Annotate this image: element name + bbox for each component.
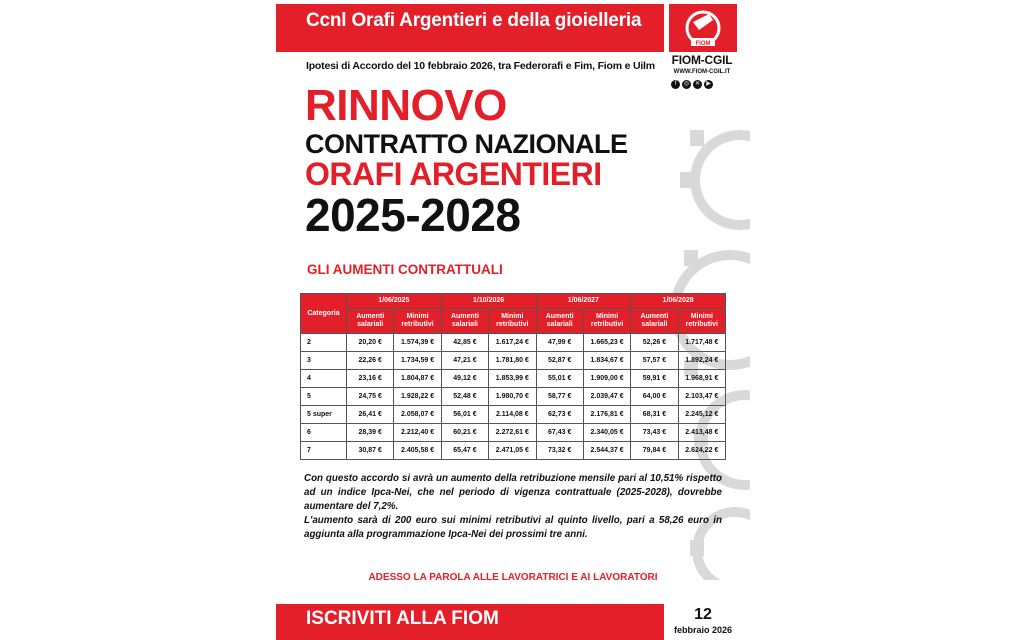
flyer [276, 0, 750, 640]
increase-cell: 52,48 € [441, 388, 488, 406]
logo-url[interactable]: WWW.FIOM-CGIL.IT [673, 69, 731, 75]
increase-cell: 62,73 € [536, 406, 583, 424]
increase-cell: 22,26 € [347, 352, 394, 370]
section-title: GLI AUMENTI CONTRATTUALI [307, 262, 503, 277]
increase-cell: 55,01 € [536, 370, 583, 388]
logo-title: FIOM-CGIL [671, 53, 733, 67]
category-cell: 2 [301, 334, 347, 352]
body-paragraph-2: L'aumento sarà di 200 euro sui minimi retributivi al quinto livello, pari a 58,26 euro in aggiunta alla programmazione Ipca-Nei dei prossimi tre anni. [304, 515, 722, 540]
minimum-cell: 2.405,58 € [394, 442, 441, 460]
increase-cell: 20,20 € [347, 334, 394, 352]
minimum-cell: 2.058,07 € [394, 406, 441, 424]
table-row [301, 424, 726, 442]
increase-cell: 68,31 € [631, 406, 678, 424]
increase-cell: 57,57 € [631, 352, 678, 370]
sub-header: Minimi retributivi [583, 309, 630, 334]
fiom-logo [669, 4, 737, 52]
increase-cell: 42,85 € [441, 334, 488, 352]
headline-orafi: ORAFI ARGENTIERI [305, 156, 602, 192]
minimum-cell: 2.245,12 € [678, 406, 725, 424]
increase-cell: 56,01 € [441, 406, 488, 424]
instagram-icon[interactable]: ◎ [683, 81, 690, 87]
agreement-subtitle: Ipotesi di Accordo del 10 febbraio 2026, tra Federorafi e Fim, Fiom e Uilm [306, 60, 655, 72]
table-row [301, 406, 726, 424]
date-header: 1/10/2026 [441, 294, 536, 309]
category-cell: 7 [301, 442, 347, 460]
minimum-cell: 2.624,22 € [678, 442, 725, 460]
increase-cell: 23,16 € [347, 370, 394, 388]
table-row [301, 334, 726, 352]
minimum-cell: 1.804,87 € [394, 370, 441, 388]
minimum-cell: 2.340,05 € [583, 424, 630, 442]
youtube-icon[interactable]: ▶ [704, 80, 713, 89]
headline-rinnovo: RINNOVO [305, 81, 507, 130]
table-header-dates [301, 294, 726, 309]
minimum-cell: 2.103,47 € [678, 388, 725, 406]
minimum-cell: 1.968,91 € [678, 370, 725, 388]
minimum-cell: 1.853,99 € [489, 370, 536, 388]
pay-table [300, 293, 726, 460]
increase-cell: 67,43 € [536, 424, 583, 442]
minimum-cell: 2.544,37 € [583, 442, 630, 460]
category-cell: 5 super [301, 406, 347, 424]
increase-cell: 64,00 € [631, 388, 678, 406]
fiom-emblem-icon [669, 4, 737, 52]
sub-header: Minimi retributivi [489, 309, 536, 334]
callout-text: ADESSO LA PAROLA ALLE LAVORATRICI E AI LAVORATORI [368, 572, 658, 583]
header-bar [276, 4, 664, 52]
minimum-cell: 2.176,81 € [583, 406, 630, 424]
sub-header: Aumenti salariali [441, 309, 488, 334]
table-header-sub [301, 309, 726, 334]
minimum-cell: 1.980,70 € [489, 388, 536, 406]
headline-years: 2025-2028 [305, 189, 521, 241]
minimum-cell: 1.834,67 € [583, 352, 630, 370]
body-text [304, 472, 722, 542]
footer-cta-bar[interactable]: ISCRIVITI ALLA FIOM [276, 604, 664, 640]
x-icon[interactable]: ✕ [694, 81, 701, 87]
minimum-cell: 1.928,22 € [394, 388, 441, 406]
category-cell: 4 [301, 370, 347, 388]
minimum-cell: 1.892,24 € [678, 352, 725, 370]
minimum-cell: 2.413,48 € [678, 424, 725, 442]
minimum-cell: 2.114,08 € [489, 406, 536, 424]
sub-header: Minimi retributivi [394, 309, 441, 334]
sub-header: Minimi retributivi [678, 309, 725, 334]
increase-cell: 65,47 € [441, 442, 488, 460]
increase-cell: 59,91 € [631, 370, 678, 388]
date-header: 1/06/2028 [631, 294, 726, 309]
header-title: Ccnl Orafi Argentieri e della gioielleria [306, 10, 642, 31]
minimum-cell: 2.039,47 € [583, 388, 630, 406]
facebook-icon[interactable]: f [671, 80, 680, 89]
increase-cell: 26,41 € [347, 406, 394, 424]
sub-header: Aumenti salariali [536, 309, 583, 334]
category-cell: 3 [301, 352, 347, 370]
emblem-text: FIOM [695, 41, 711, 47]
minimum-cell: 1.665,23 € [583, 334, 630, 352]
minimum-cell: 1.574,39 € [394, 334, 441, 352]
increase-cell: 47,21 € [441, 352, 488, 370]
category-header: Categoria [301, 294, 347, 334]
increase-cell: 24,75 € [347, 388, 394, 406]
increase-cell: 47,99 € [536, 334, 583, 352]
table-row [301, 370, 726, 388]
social-icons [671, 80, 713, 89]
increase-cell: 73,43 € [631, 424, 678, 442]
footer-date-day: 12 [694, 606, 712, 623]
increase-cell: 60,21 € [441, 424, 488, 442]
minimum-cell: 1.617,24 € [489, 334, 536, 352]
headline-contratto: CONTRATTO NAZIONALE [305, 129, 628, 159]
minimum-cell: 1.734,59 € [394, 352, 441, 370]
category-cell: 5 [301, 388, 347, 406]
minimum-cell: 2.212,40 € [394, 424, 441, 442]
sub-header: Aumenti salariali [631, 309, 678, 334]
increase-cell: 73,32 € [536, 442, 583, 460]
increase-cell: 52,87 € [536, 352, 583, 370]
date-header: 1/06/2025 [347, 294, 442, 309]
increase-cell: 49,12 € [441, 370, 488, 388]
table-row [301, 442, 726, 460]
increase-cell: 52,26 € [631, 334, 678, 352]
minimum-cell: 2.471,05 € [489, 442, 536, 460]
sub-header: Aumenti salariali [347, 309, 394, 334]
footer-date-text: febbraio 2026 [673, 625, 733, 635]
pay-table-body [301, 334, 726, 460]
category-cell: 6 [301, 424, 347, 442]
minimum-cell: 1.909,00 € [583, 370, 630, 388]
increase-cell: 79,84 € [631, 442, 678, 460]
table-row [301, 352, 726, 370]
minimum-cell: 2.272,61 € [489, 424, 536, 442]
minimum-cell: 1.717,48 € [678, 334, 725, 352]
increase-cell: 58,77 € [536, 388, 583, 406]
increase-cell: 30,87 € [347, 442, 394, 460]
increase-cell: 28,39 € [347, 424, 394, 442]
minimum-cell: 1.781,80 € [489, 352, 536, 370]
table-row [301, 388, 726, 406]
date-header: 1/06/2027 [536, 294, 631, 309]
body-paragraph-1: Con questo accordo si avrà un aumento della retribuzione mensile pari al 10,51% rispetto ad un indice Ipca-Nei, che nel periodo di vigenza contrattuale (2025-2028), dovrebbe aumentare del 7,2%. [304, 473, 722, 512]
